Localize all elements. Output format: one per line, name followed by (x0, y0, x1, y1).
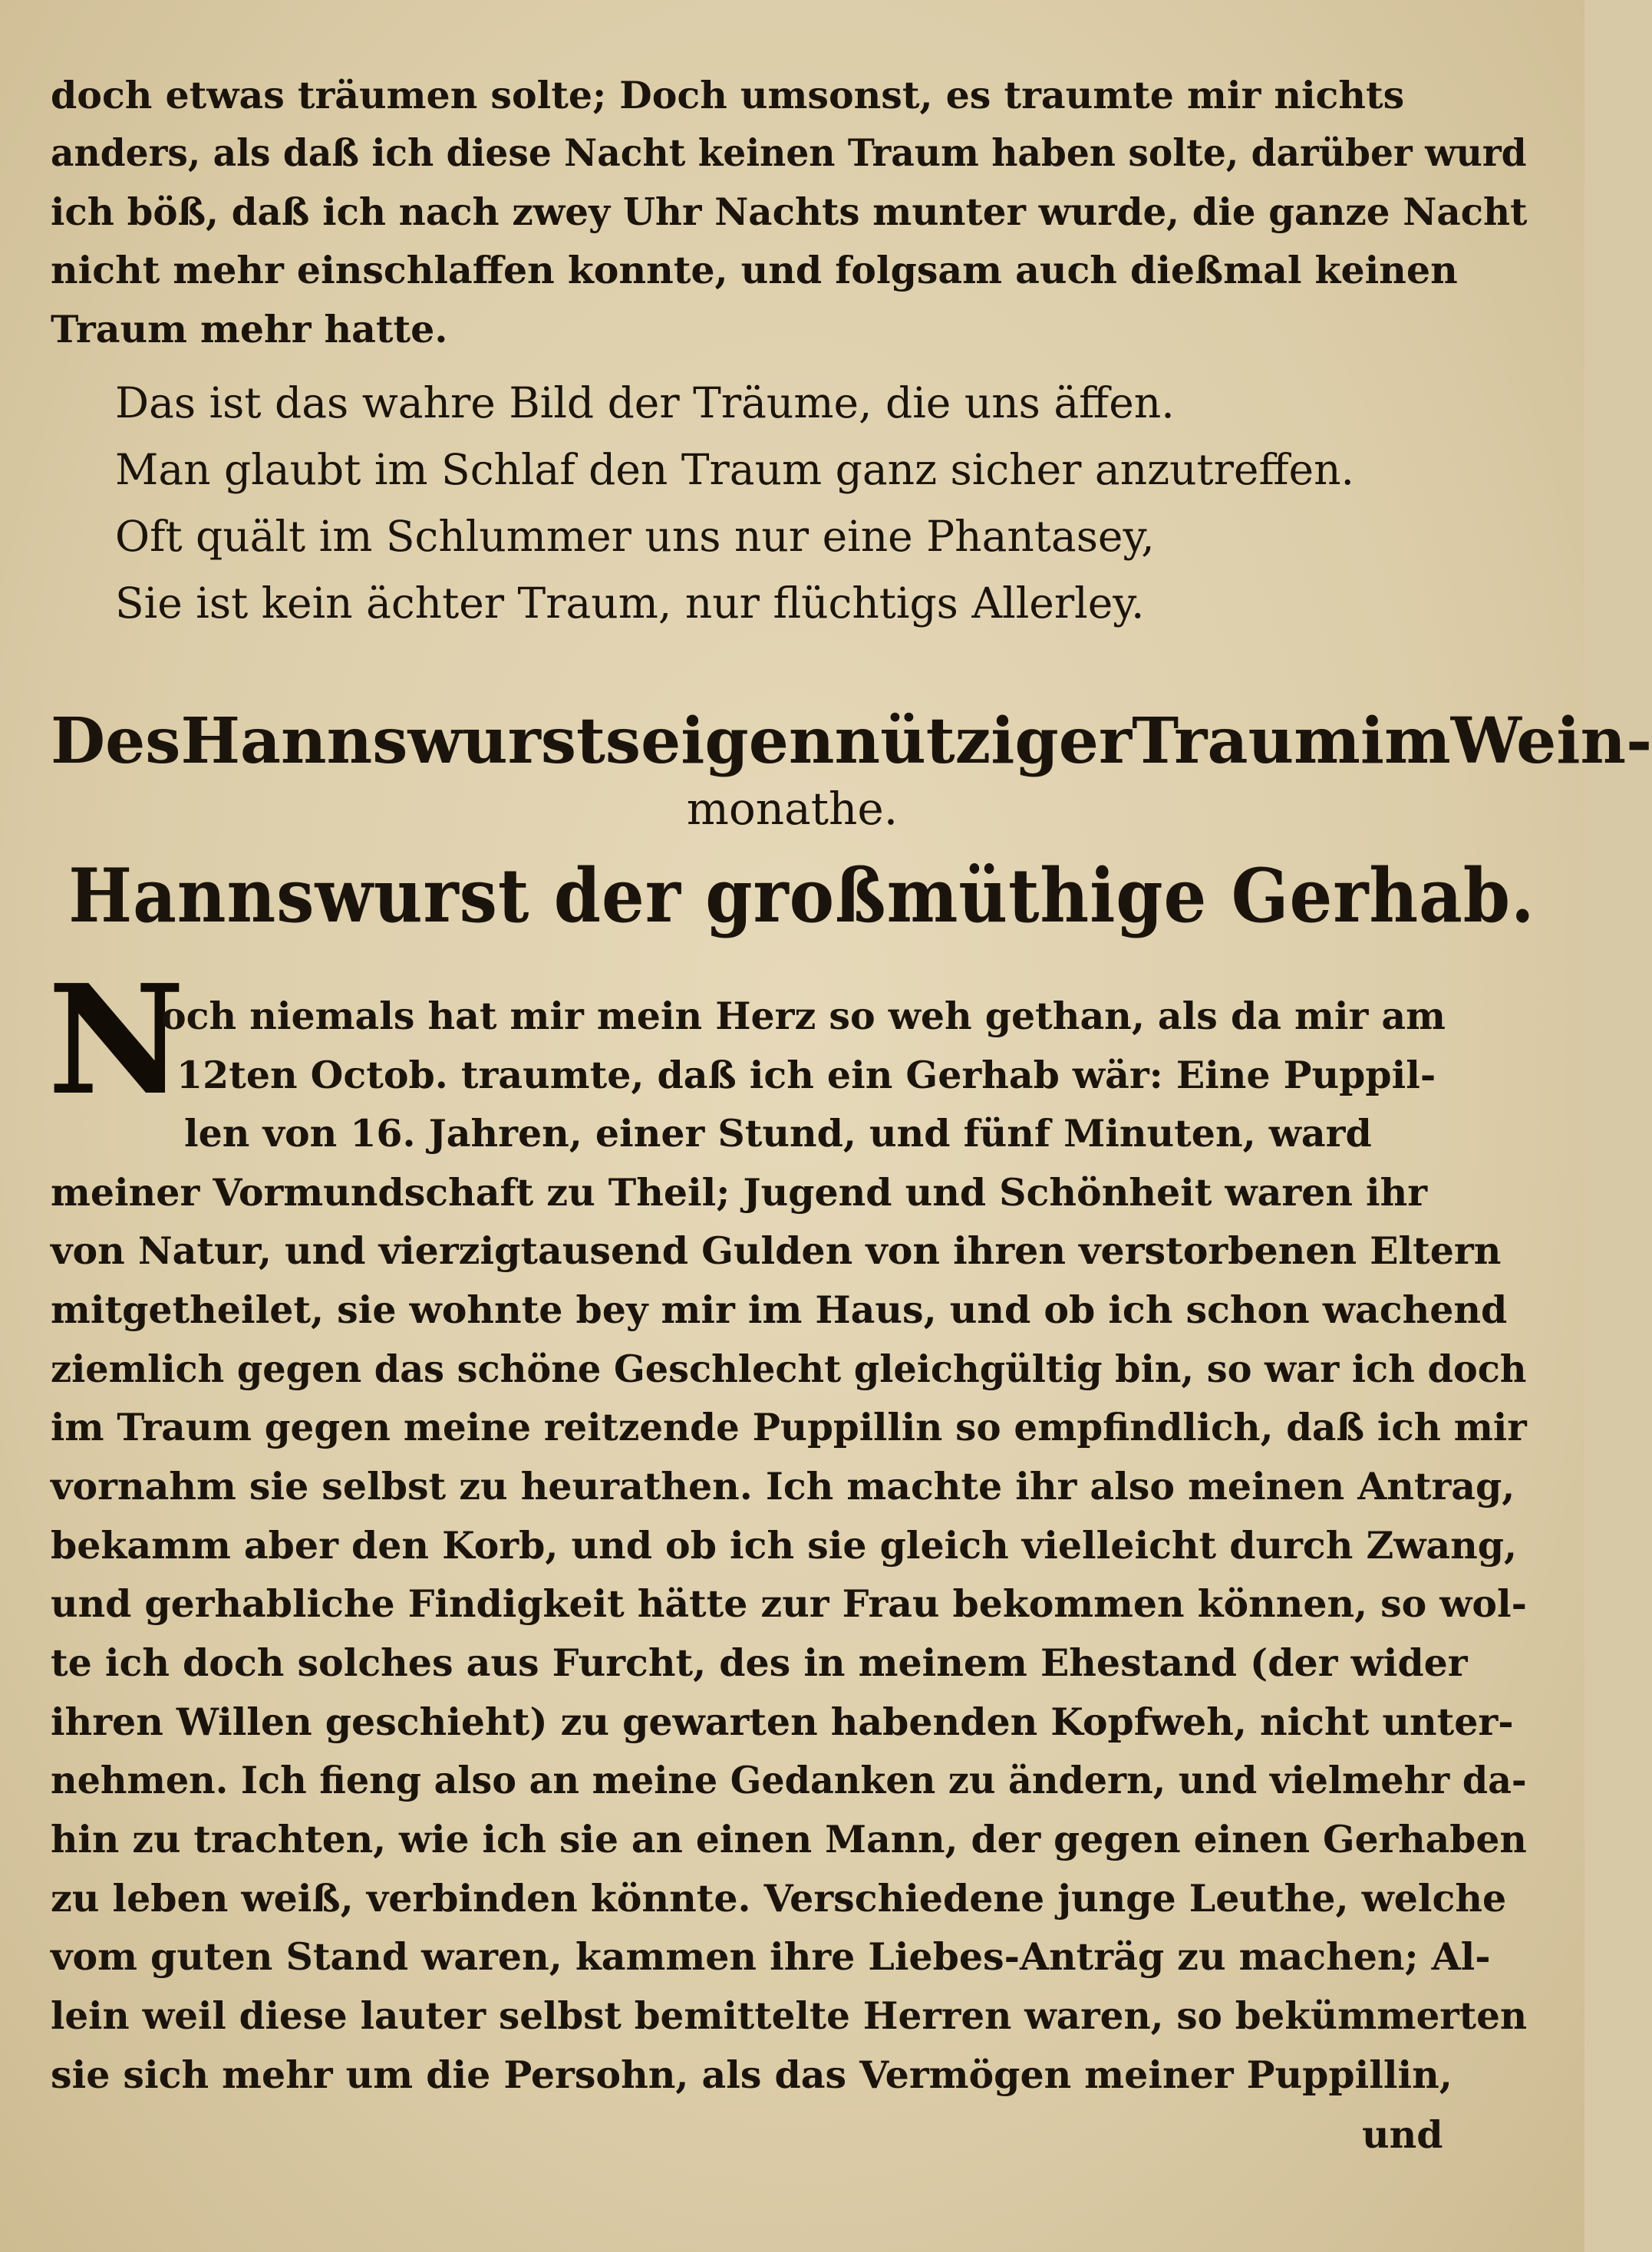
text-line: meiner Vormundschaft zu Theil; Jugend und Schönheit waren ihr (51, 1170, 1428, 1215)
text-line: bekamm aber den Korb, und ob ich sie gleich vielleicht durch Zwang, (51, 1523, 1518, 1568)
text-line: im Traum gegen meine reitzende Puppillin so empfindlich, daß ich mir (51, 1405, 1527, 1449)
section-heading-continuation: monathe. (686, 783, 899, 835)
text-line: len von 16. Jahren, einer Stund, und fünf Minuten, ward (184, 1111, 1372, 1156)
verse-line: Sie ist kein ächter Traum, nur flüchtigs Allerley. (115, 579, 1145, 628)
heading-word: Wein- (1450, 704, 1652, 778)
text-line: hin zu trachten, wie ich sie an einen Mann, der gegen einen Gerhaben (51, 1817, 1527, 1861)
text-line: och niemals hat mir mein Herz so weh gethan, als da mir am (161, 994, 1446, 1038)
text-line: sie sich mehr um die Persohn, als das Vermögen meiner Puppillin, (51, 2053, 1453, 2097)
drop-cap: N (48, 952, 186, 1129)
text-line: lein weil diese lauter selbst bemittelte Herren waren, so bekümmerten (51, 1993, 1528, 2038)
text-line: ich böß, daß ich nach zwey Uhr Nachts munter wurde, die ganze Nacht (51, 190, 1528, 234)
heading-word: Hannswursts (180, 704, 641, 778)
text-line: ihren Willen geschieht) zu gewarten habenden Kopfweh, nicht unter- (51, 1700, 1514, 1744)
verse-line: Oft quält im Schlummer uns nur eine Phantasey, (115, 512, 1155, 561)
heading-word: Des (51, 704, 181, 778)
text-line: zu leben weiß, verbinden könnte. Verschiedene junge Leuthe, welche (51, 1876, 1507, 1921)
heading-word: im (1360, 704, 1451, 778)
text-line: mitgetheilet, sie wohnte bey mir im Haus, und ob ich schon wachend (51, 1288, 1508, 1332)
text-line: te ich doch solches aus Furcht, des in meinem Ehestand (der wider (51, 1640, 1468, 1685)
text-line: und gerhabliche Findigkeit hätte zur Frau bekommen können, so wol- (51, 1581, 1527, 1626)
text-line: vornahm sie selbst zu heurathen. Ich machte ihr also meinen Antrag, (51, 1464, 1515, 1508)
chapter-title: Hannswurst der großmüthige Gerhab. (68, 852, 1535, 939)
heading-word: Traum (1132, 704, 1360, 778)
text-line: nehmen. Ich fieng also an meine Gedanken zu ändern, und vielmehr da- (51, 1758, 1527, 1802)
text-line: ziemlich gegen das schöne Geschlecht gleichgültig bin, so war ich doch (51, 1347, 1527, 1391)
text-line: anders, als daß ich diese Nacht keinen Traum haben solte, darüber wurd (51, 130, 1527, 175)
text-line: nicht mehr einschlaffen konnte, und folgsam auch dießmal keinen (51, 248, 1458, 292)
heading-word: eigennütziger (641, 704, 1133, 778)
text-line: doch etwas träumen solte; Doch umsonst, es traumte mir nichts (51, 73, 1405, 117)
section-heading (51, 704, 1652, 778)
text-line: vom guten Stand waren, kammen ihre Liebes-Anträg zu machen; Al- (51, 1934, 1491, 1979)
text-line: 12ten Octob. traumte, daß ich ein Gerhab wär: Eine Puppil- (176, 1053, 1436, 1097)
catchword: und (1362, 2112, 1443, 2157)
text-line: von Natur, und vierzigtausend Gulden von ihren verstorbenen Eltern (51, 1228, 1502, 1273)
text-line: Traum mehr hatte. (51, 307, 448, 351)
verse-line: Das ist das wahre Bild der Träume, die uns äffen. (115, 378, 1175, 427)
verse-line: Man glaubt im Schlaf den Traum ganz sicher anzutreffen. (115, 445, 1354, 494)
